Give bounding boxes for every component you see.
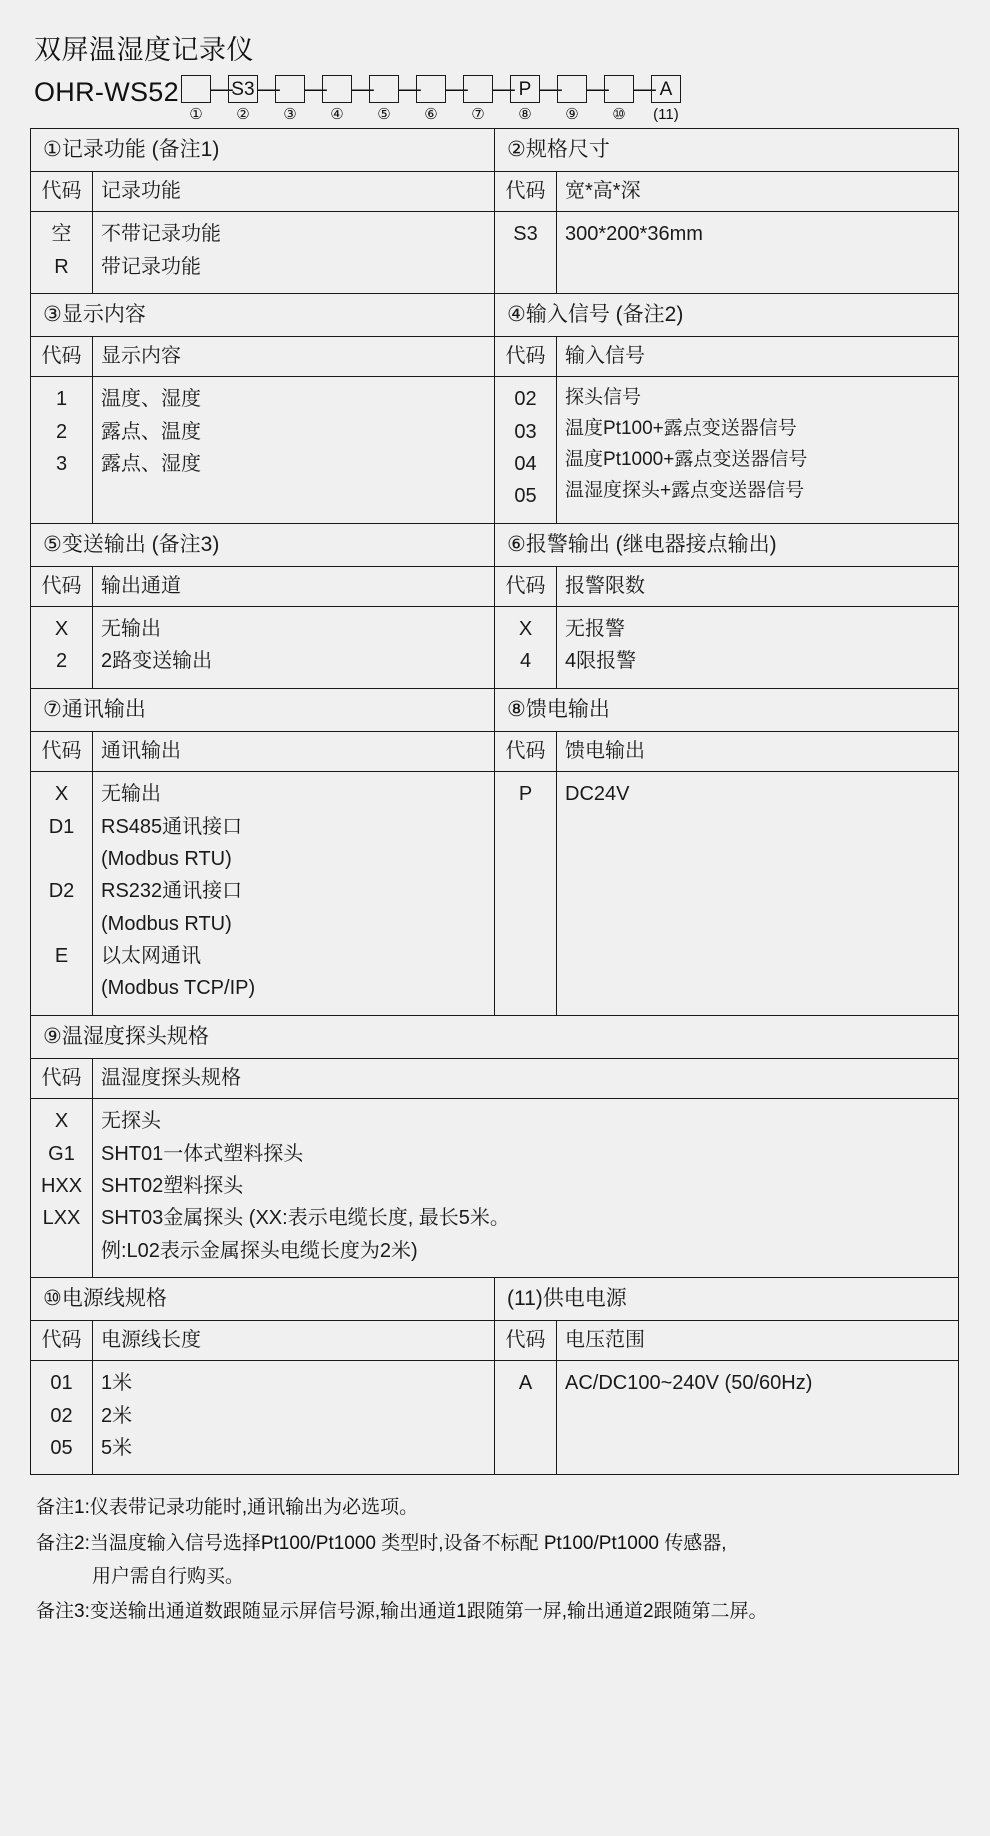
desc-value: 温度Pt100+露点变送器信号 — [565, 418, 797, 440]
model-slot-10-value — [604, 75, 634, 103]
section-9-title: ⑨温湿度探头规格 — [43, 1024, 209, 1048]
code-value: 1 — [55, 388, 68, 411]
code-value: R — [54, 255, 69, 278]
code-value: G1 — [48, 1142, 75, 1165]
model-slot-8[interactable] — [510, 75, 540, 122]
desc-value: 5米 — [101, 1437, 133, 1460]
code-value: 05 — [514, 485, 537, 508]
section-10-codes — [31, 1361, 92, 1474]
table-row — [31, 377, 959, 524]
code-value: P — [518, 783, 533, 806]
model-slot-5[interactable] — [369, 75, 399, 122]
section-1-head-code: 代码 — [41, 180, 82, 203]
footnote-2-line2: 用户需自行购买。 — [92, 1565, 245, 1587]
table-row — [31, 1278, 959, 1321]
table-row — [31, 294, 959, 337]
code-value — [39, 972, 84, 1004]
slot-separator-9: — — [586, 76, 609, 101]
code-value: D2 — [48, 880, 75, 903]
desc-value: SHT01一体式塑料探头 — [101, 1142, 304, 1165]
model-slot-7[interactable] — [463, 75, 493, 122]
section-5-head-code: 代码 — [41, 575, 82, 598]
model-slots — [181, 75, 681, 122]
code-value: X — [518, 618, 533, 641]
section-5-descs — [93, 607, 494, 688]
section-7-descs — [93, 772, 494, 1015]
model-slot-2-index: ② — [236, 106, 250, 123]
desc-value: (Modbus RTU) — [101, 847, 232, 870]
section-6-title: ⑥报警输出 (继电器接点输出) — [507, 532, 777, 556]
desc-value: 1米 — [101, 1372, 133, 1395]
model-slot-1[interactable] — [181, 75, 211, 122]
desc-value: SHT03金属探头 (XX:表示电缆长度, 最长5米。 — [101, 1207, 510, 1230]
code-value — [39, 1235, 84, 1267]
slot-separator-10: — — [633, 76, 656, 101]
section-10-descs — [93, 1361, 494, 1474]
footnote-2-line1: 备注2:当温度输入信号选择Pt100/Pt1000 类型时,设备不标配 Pt100/Pt1000 传感器, — [36, 1532, 727, 1554]
footnote-1: 备注1:仪表带记录功能时,通讯输出为必选项。 — [36, 1497, 419, 1519]
model-slot-6-index: ⑥ — [424, 106, 438, 123]
model-slot-4-value — [322, 75, 352, 103]
section-3-codes — [31, 377, 92, 490]
table-row — [31, 337, 959, 377]
model-slot-2[interactable] — [228, 75, 258, 122]
section-3-descs — [93, 377, 494, 490]
model-slot-7-value — [463, 75, 493, 103]
model-slot-1-index: ① — [189, 106, 203, 123]
model-slot-9-index: ⑨ — [565, 106, 579, 123]
code-value: 3 — [55, 453, 68, 476]
slot-separator-6: — — [445, 76, 468, 101]
model-slot-5-index: ⑤ — [377, 106, 391, 123]
section-10-head-code: 代码 — [41, 1329, 82, 1352]
slot-separator-2: — — [257, 76, 280, 101]
code-value: 空 — [51, 223, 72, 246]
table-row — [31, 172, 959, 212]
section-11-head-desc: 电压范围 — [565, 1329, 646, 1352]
model-slot-3[interactable] — [275, 75, 305, 122]
code-value: 01 — [50, 1372, 73, 1395]
model-slot-7-index: ⑦ — [471, 106, 485, 123]
model-slot-11[interactable] — [651, 75, 681, 122]
desc-value: AC/DC100~240V (50/60Hz) — [565, 1372, 813, 1395]
section-11-codes — [495, 1361, 556, 1409]
table-row — [31, 1361, 959, 1475]
slot-separator-3: — — [304, 76, 327, 101]
desc-value: 温湿度探头+露点变送器信号 — [565, 479, 805, 501]
table-row — [31, 688, 959, 731]
section-3-head-desc: 显示内容 — [101, 345, 181, 368]
section-2-codes — [495, 212, 556, 260]
model-slot-3-value — [275, 75, 305, 103]
section-7-title: ⑦通讯输出 — [43, 697, 146, 721]
specification-table — [30, 128, 959, 1475]
section-5-head-desc: 输出通道 — [101, 575, 181, 598]
desc-value: 探头信号 — [565, 387, 642, 409]
model-prefix: OHR-WS52 — [34, 77, 179, 107]
table-row — [31, 772, 959, 1016]
section-4-head-desc: 输入信号 — [565, 345, 646, 368]
code-value: S3 — [513, 223, 538, 246]
section-1-descs — [93, 212, 494, 293]
code-value: E — [54, 945, 69, 968]
table-row — [31, 523, 959, 566]
section-2-descs — [557, 212, 958, 260]
table-row — [31, 1321, 959, 1361]
desc-value: SHT02塑料探头 — [101, 1174, 244, 1197]
model-slot-5-value — [369, 75, 399, 103]
section-5-codes — [31, 607, 92, 688]
section-10-head-desc: 电源线长度 — [101, 1329, 201, 1352]
section-10-title: ⑩电源线规格 — [43, 1287, 167, 1311]
code-value: A — [518, 1372, 533, 1395]
section-4-head-code: 代码 — [505, 345, 546, 368]
section-2-head-desc: 宽*高*深 — [565, 180, 641, 203]
section-6-descs — [557, 607, 958, 688]
section-4-descs — [557, 377, 958, 516]
table-row — [31, 1059, 959, 1099]
model-slot-11-index: (11) — [653, 106, 679, 123]
code-value: 2 — [55, 420, 68, 443]
section-11-descs — [557, 1361, 958, 1409]
desc-value: 300*200*36mm — [565, 223, 703, 246]
model-slot-4-index: ④ — [330, 106, 344, 123]
desc-value: 无输出 — [101, 783, 161, 806]
page-title: 双屏温湿度记录仪 — [34, 35, 254, 65]
code-value: 04 — [514, 453, 537, 476]
footnote-2 — [36, 1527, 960, 1594]
table-row — [31, 129, 959, 172]
code-value: 02 — [50, 1404, 73, 1427]
desc-value: 带记录功能 — [101, 255, 201, 278]
section-6-head-desc: 报警限数 — [565, 575, 646, 598]
section-3-title: ③显示内容 — [43, 303, 146, 327]
section-5-title: ⑤变送输出 (备注3) — [43, 532, 220, 556]
footnotes — [36, 1491, 960, 1628]
section-4-codes — [495, 377, 556, 523]
code-value: X — [54, 783, 69, 806]
code-value: 4 — [519, 650, 532, 673]
code-value: HXX — [40, 1174, 83, 1197]
desc-value: 以太网通讯 — [101, 945, 201, 968]
section-7-head-code: 代码 — [41, 740, 82, 763]
table-row — [31, 607, 959, 689]
table-row — [31, 212, 959, 294]
slot-separator-8: — — [539, 76, 562, 101]
section-6-head-code: 代码 — [505, 575, 546, 598]
code-value: D1 — [48, 815, 75, 838]
model-slot-6[interactable] — [416, 75, 446, 122]
model-slot-10[interactable] — [604, 75, 634, 122]
section-9-head-desc: 温湿度探头规格 — [101, 1067, 241, 1090]
section-7-codes — [31, 772, 92, 1015]
slot-separator-5: — — [398, 76, 421, 101]
code-value: X — [54, 618, 69, 641]
desc-value: (Modbus TCP/IP) — [101, 977, 256, 1000]
section-9-head-code: 代码 — [41, 1067, 82, 1090]
code-value: X — [54, 1110, 69, 1133]
section-8-codes — [495, 772, 556, 820]
slot-separator-1: — — [210, 76, 233, 101]
desc-value: 无探头 — [101, 1110, 161, 1133]
model-slot-6-value — [416, 75, 446, 103]
section-8-title: ⑧馈电输出 — [507, 697, 610, 721]
model-slot-8-index: ⑧ — [518, 106, 532, 123]
table-row — [31, 1099, 959, 1278]
model-slot-8-value: P — [510, 75, 540, 103]
model-slot-9[interactable] — [557, 75, 587, 122]
desc-value: 露点、温度 — [101, 420, 201, 443]
section-3-head-code: 代码 — [41, 345, 82, 368]
code-value: 05 — [50, 1437, 73, 1460]
section-8-head-desc: 馈电输出 — [565, 740, 646, 763]
section-1-title: ①记录功能 (备注1) — [43, 138, 220, 161]
section-8-descs — [557, 772, 958, 820]
desc-value: 无报警 — [565, 618, 626, 641]
section-7-head-desc: 通讯输出 — [101, 740, 181, 763]
desc-value: 不带记录功能 — [101, 223, 221, 246]
slot-separator-4: — — [351, 76, 374, 101]
table-row — [31, 1015, 959, 1058]
desc-value: 露点、湿度 — [101, 453, 201, 476]
section-9-codes — [31, 1099, 92, 1277]
model-slot-4[interactable] — [322, 75, 352, 122]
footnote-3: 备注3:变送输出通道数跟随显示屏信号源,输出通道1跟随第一屏,输出通道2跟随第二屏。 — [36, 1601, 768, 1623]
model-slot-9-value — [557, 75, 587, 103]
code-value — [39, 908, 84, 940]
code-value: LXX — [42, 1207, 81, 1230]
section-4-title: ④输入信号 (备注2) — [507, 303, 684, 327]
section-11-title: (11)供电电源 — [507, 1287, 627, 1311]
desc-value: 2路变送输出 — [101, 650, 213, 673]
code-value: 03 — [514, 420, 537, 443]
section-11-head-code: 代码 — [505, 1329, 546, 1352]
slot-separator-7: — — [492, 76, 515, 101]
section-1-head-desc: 记录功能 — [101, 180, 181, 203]
model-slot-3-index: ③ — [283, 106, 297, 123]
desc-value: 2米 — [101, 1404, 133, 1427]
section-2-head-code: 代码 — [505, 180, 546, 203]
code-value: 2 — [55, 650, 68, 673]
table-row — [31, 732, 959, 772]
desc-value: 温度Pt1000+露点变送器信号 — [565, 448, 808, 470]
model-slot-11-value: A — [651, 75, 681, 103]
section-6-codes — [495, 607, 556, 688]
desc-value: 例:L02表示金属探头电缆长度为2米) — [101, 1239, 418, 1262]
desc-value: RS485通讯接口 — [101, 815, 243, 838]
model-slot-10-index: ⑩ — [612, 106, 626, 123]
code-value — [39, 843, 84, 875]
desc-value: (Modbus RTU) — [101, 912, 232, 935]
section-8-head-code: 代码 — [505, 740, 546, 763]
section-9-descs — [93, 1099, 958, 1277]
desc-value: 4限报警 — [565, 650, 637, 673]
model-slot-2-value: S3 — [228, 75, 258, 103]
section-1-codes — [31, 212, 92, 293]
desc-value: 无输出 — [101, 618, 161, 641]
desc-value: 温度、湿度 — [101, 388, 201, 411]
table-row — [31, 567, 959, 607]
desc-value: DC24V — [565, 783, 630, 806]
desc-value: RS232通讯接口 — [101, 880, 243, 903]
model-slot-1-value — [181, 75, 211, 103]
model-code-builder — [34, 75, 960, 122]
code-value: 02 — [514, 388, 537, 411]
section-2-title: ②规格尺寸 — [507, 138, 610, 161]
